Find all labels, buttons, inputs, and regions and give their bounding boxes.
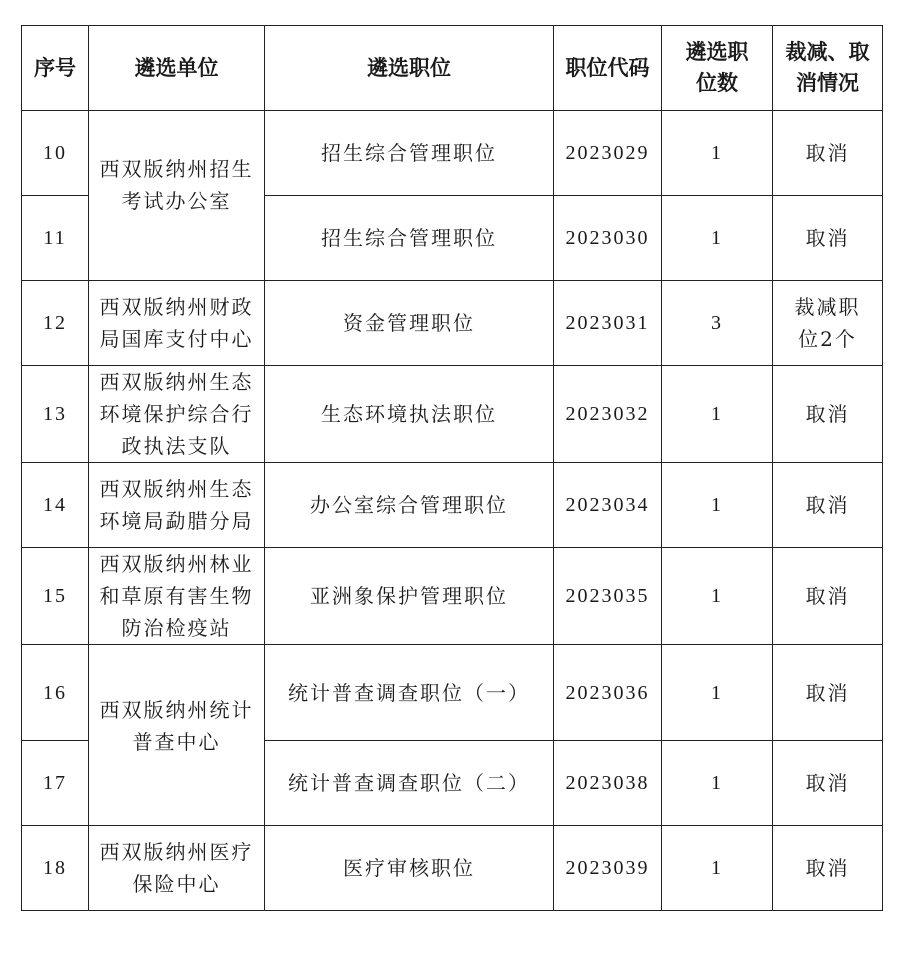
row-unit: 西双版纳州生态环境局勐腊分局 <box>89 463 265 548</box>
row-count: 1 <box>662 463 773 548</box>
row-position: 统计普查调查职位（一） <box>265 645 554 741</box>
row-count: 3 <box>662 281 773 366</box>
row-count: 1 <box>662 741 773 826</box>
table-row <box>22 366 883 463</box>
row-code: 2023031 <box>554 281 662 366</box>
row-unit: 西双版纳州生态环境保护综合行政执法支队 <box>89 366 265 463</box>
row-count: 1 <box>662 548 773 645</box>
row-position: 资金管理职位 <box>265 281 554 366</box>
row-serial: 12 <box>22 281 89 366</box>
row-count: 1 <box>662 366 773 463</box>
table-row <box>22 548 883 645</box>
header-position: 遴选职位 <box>265 26 554 111</box>
header-row <box>22 26 883 111</box>
row-serial: 15 <box>22 548 89 645</box>
row-serial: 11 <box>22 196 89 281</box>
row-count: 1 <box>662 645 773 741</box>
row-serial: 10 <box>22 111 89 196</box>
row-status: 取消 <box>773 463 883 548</box>
row-count: 1 <box>662 196 773 281</box>
row-code: 2023038 <box>554 741 662 826</box>
row-position: 办公室综合管理职位 <box>265 463 554 548</box>
row-status: 取消 <box>773 826 883 911</box>
row-code: 2023032 <box>554 366 662 463</box>
row-unit: 西双版纳州财政局国库支付中心 <box>89 281 265 366</box>
row-code: 2023039 <box>554 826 662 911</box>
row-unit: 西双版纳州林业和草原有害生物防治检疫站 <box>89 548 265 645</box>
row-status: 取消 <box>773 645 883 741</box>
row-position: 亚洲象保护管理职位 <box>265 548 554 645</box>
row-status: 取消 <box>773 196 883 281</box>
header-status: 裁减、取消情况 <box>773 26 883 111</box>
header-code: 职位代码 <box>554 26 662 111</box>
table-row <box>22 281 883 366</box>
table-row <box>22 463 883 548</box>
row-unit: 西双版纳州医疗保险中心 <box>89 826 265 911</box>
row-status: 取消 <box>773 741 883 826</box>
row-position: 统计普查调查职位（二） <box>265 741 554 826</box>
row-status: 取消 <box>773 366 883 463</box>
row-code: 2023036 <box>554 645 662 741</box>
table-row <box>22 111 883 196</box>
table-row <box>22 645 883 741</box>
row-code: 2023034 <box>554 463 662 548</box>
row-serial: 13 <box>22 366 89 463</box>
row-status: 裁减职位2个 <box>773 281 883 366</box>
header-serial: 序号 <box>22 26 89 111</box>
row-code: 2023035 <box>554 548 662 645</box>
row-status: 取消 <box>773 111 883 196</box>
header-unit: 遴选单位 <box>89 26 265 111</box>
row-position: 生态环境执法职位 <box>265 366 554 463</box>
row-serial: 18 <box>22 826 89 911</box>
row-unit: 西双版纳州招生考试办公室 <box>89 111 265 281</box>
row-position: 招生综合管理职位 <box>265 111 554 196</box>
row-position: 医疗审核职位 <box>265 826 554 911</box>
row-position: 招生综合管理职位 <box>265 196 554 281</box>
row-serial: 17 <box>22 741 89 826</box>
header-count: 遴选职位数 <box>662 26 773 111</box>
table-row <box>22 826 883 911</box>
row-status: 取消 <box>773 548 883 645</box>
row-code: 2023030 <box>554 196 662 281</box>
row-code: 2023029 <box>554 111 662 196</box>
row-count: 1 <box>662 826 773 911</box>
row-serial: 14 <box>22 463 89 548</box>
selection-positions-table <box>21 25 883 911</box>
row-count: 1 <box>662 111 773 196</box>
row-unit: 西双版纳州统计普查中心 <box>89 645 265 826</box>
row-serial: 16 <box>22 645 89 741</box>
